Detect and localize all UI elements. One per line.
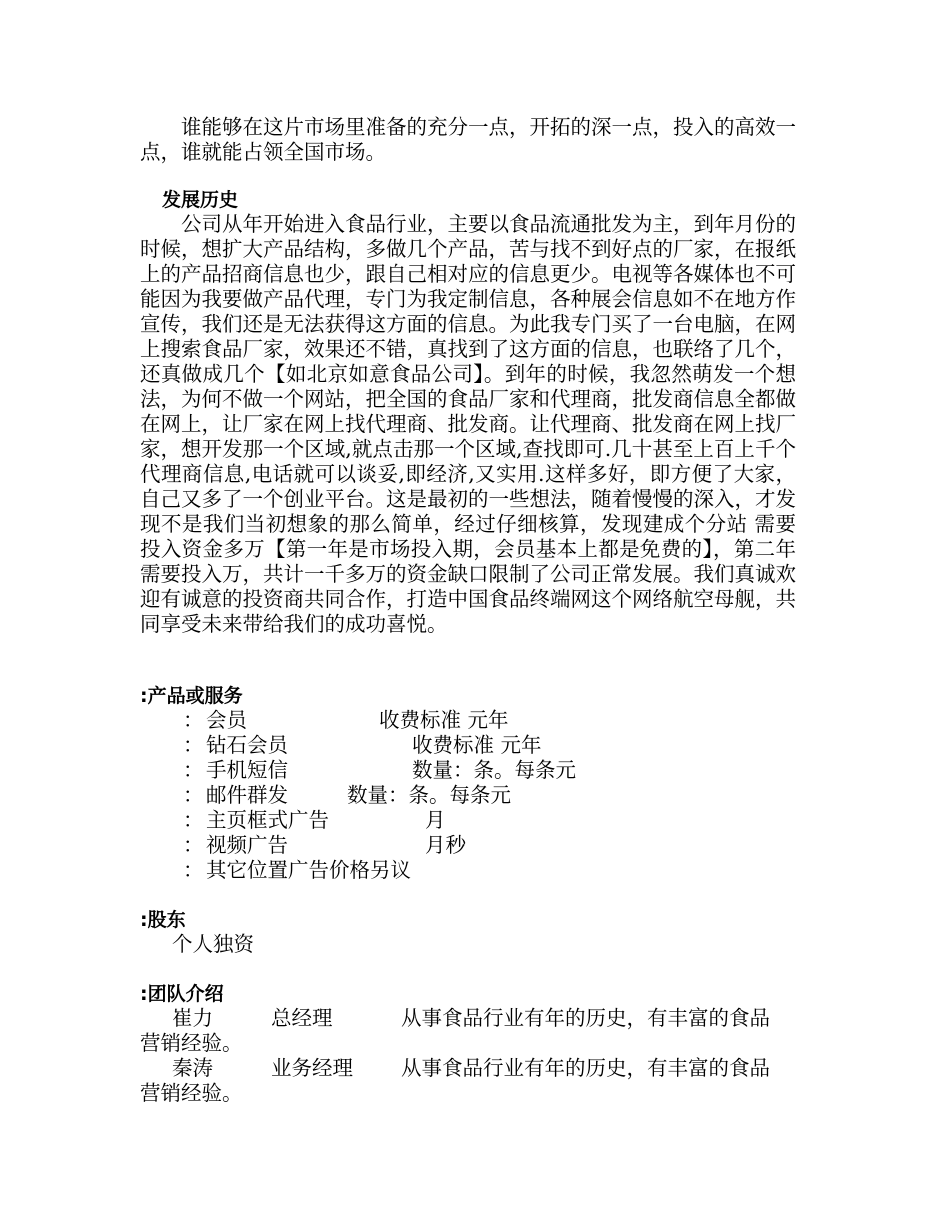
intro-paragraph: 谁能够在这片市场里准备的充分一点，开拓的深一点，投入的高效一点，谁就能占领全国市场。 (140, 115, 796, 164)
history-paragraph: 公司从年开始进入食品行业，主要以食品流通批发为主，到年月份的时候，想扩大产品结构，多做几个产品，苦与找不到好点的厂家，在报纸上的产品招商信息也少，跟自己相对应的信息更少。电视等各媒体也不可能因为我要做产品代理，专门为我定制信息，各种展会信息如不在地方作宣传，我们还是无法获得这方面的信息。为此我专门买了一台电脑，在网上搜索食品厂家，效果还不错，真找到了这方面的信息，也联络了几个，还真做成几个【如北京如意食品公司】。到年的时候，我忽然萌发一个想法，为何不做一个网站，把全国的食品厂家和代理商，批发商信息全都做在网上，让厂家在网上找代理商、批发商。让代理商、批发商在网上找厂家，想开发那一个区域,就点击那一个区域,查找即可.几十甚至上百上千个代理商信息,电话就可以谈妥,即经济,又实用.这样多好，即方便了大家，自己又多了一个创业平台。这是最初的一些想法，随着慢慢的深入，才发现不是我们当初想象的那么简单，经过仔细核算，发现建成个分站 需要投入资金多万【第一年是市场投入期，会员基本上都是免费的】，第二年需要投入万，共计一千多万的资金缺口限制了公司正常发展。我们真诚欢迎有诚意的投资商共同合作，打造中国食品终端网这个网络航空母舰，共同享受未来带给我们的成功喜悦。 (140, 212, 796, 636)
member-title: 业务经理 (271, 1056, 353, 1080)
product-name: 手机短信 (206, 758, 288, 782)
product-item (0, 858, 950, 883)
product-name: 会员 (206, 708, 247, 732)
team-member (0, 1006, 950, 1031)
product-detail: 数量：条。每条元 (412, 758, 576, 782)
product-detail: 收费标准 元年 (379, 708, 509, 732)
history-heading: 发展历史 (162, 189, 239, 211)
team-member (0, 1056, 950, 1081)
member-title: 总经理 (271, 1006, 333, 1030)
product-bullet: ： (183, 858, 204, 882)
product-bullet: ： (183, 833, 204, 857)
member-name: 崔力 (172, 1006, 213, 1030)
product-name: 其它位置广告价格另议 (206, 858, 411, 882)
product-bullet: ： (183, 808, 204, 832)
product-item (0, 758, 950, 783)
shareholders-heading: :股东 (140, 909, 186, 931)
product-item (0, 783, 950, 808)
product-item (0, 808, 950, 833)
product-detail: 月 (425, 808, 446, 832)
member-description-cont: 营销经验。 (140, 1031, 243, 1055)
product-name: 主页框式广告 (206, 808, 329, 832)
product-name: 钻石会员 (206, 733, 288, 757)
product-detail: 数量：条。每条元 (347, 783, 511, 807)
product-bullet: ： (183, 708, 204, 732)
product-bullet: ： (183, 758, 204, 782)
member-description-cont: 营销经验。 (140, 1081, 243, 1105)
product-detail: 收费标准 元年 (412, 733, 542, 757)
product-name: 视频广告 (206, 833, 288, 857)
products-heading: :产品或服务 (140, 685, 243, 707)
member-description: 从事食品行业有年的历史，有丰富的食品 (401, 1056, 770, 1080)
product-item (0, 733, 950, 758)
shareholders-text: 个人独资 (172, 932, 254, 956)
member-description: 从事食品行业有年的历史，有丰富的食品 (401, 1006, 770, 1030)
product-item (0, 833, 950, 858)
product-item (0, 708, 950, 733)
team-heading: :团队介绍 (140, 983, 224, 1005)
product-name: 邮件群发 (206, 783, 288, 807)
product-bullet: ： (183, 783, 204, 807)
member-name: 秦涛 (172, 1056, 213, 1080)
product-detail: 月秒 (425, 833, 466, 857)
product-bullet: ： (183, 733, 204, 757)
